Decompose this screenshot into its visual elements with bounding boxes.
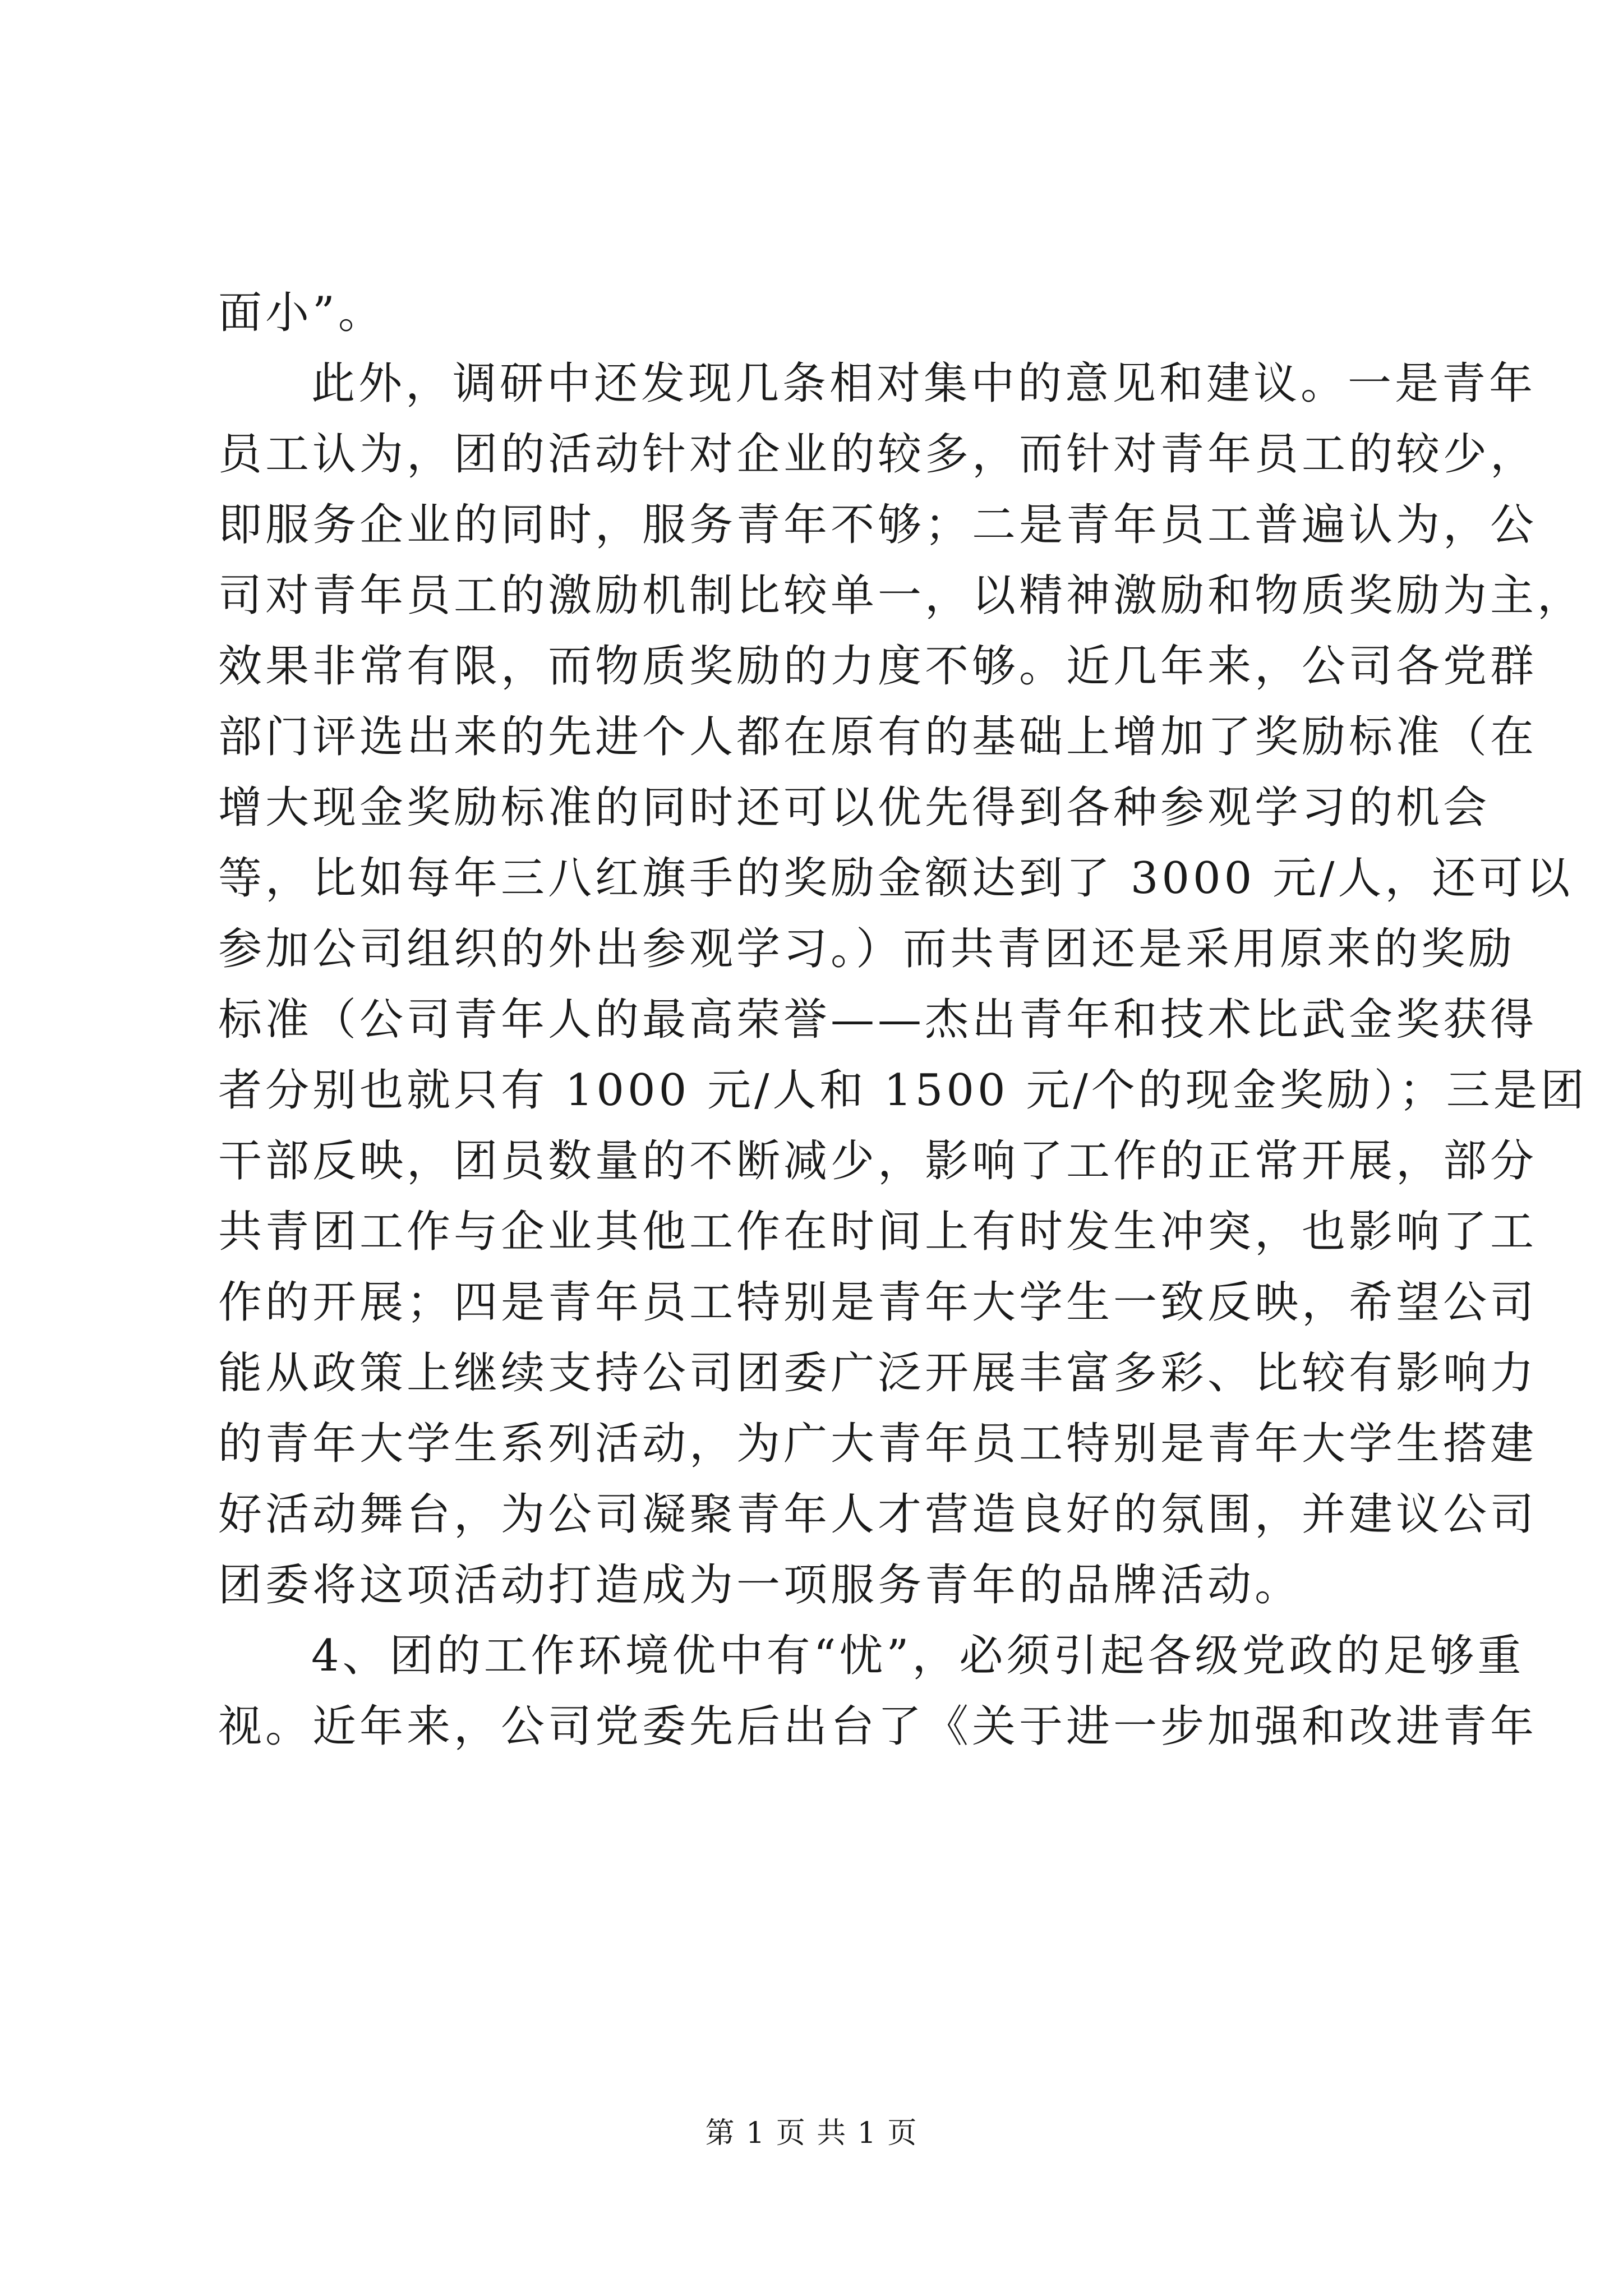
text-line: 干部反映，团员数量的不断减少，影响了工作的正常开展，部分 bbox=[218, 1136, 1538, 1186]
page-footer: 第 1 页 共 1 页 bbox=[705, 2116, 918, 2150]
text-line: 面小”。 bbox=[218, 288, 385, 338]
text-line: 增大现金奖励标准的同时还可以优先得到各种参观学习的机会 bbox=[218, 783, 1491, 833]
text-line: 司对青年员工的激励机制比较单一，以精神激励和物质奖励为主， bbox=[218, 570, 1585, 621]
text-line: 等，比如每年三八红旗手的奖励金额达到了 3000 元/人，还可以 bbox=[218, 853, 1574, 904]
text-line: 员工认为，团的活动针对企业的较多，而针对青年员工的较少， bbox=[218, 429, 1538, 480]
text-line: 参加公司组织的外出参观学习。）而共青团还是采用原来的奖励 bbox=[218, 924, 1516, 974]
text-line: 共青团工作与企业其他工作在时间上有时发生冲突，也影响了工 bbox=[218, 1207, 1538, 1257]
text-line: 作的开展；四是青年员工特别是青年大学生一致反映，希望公司 bbox=[218, 1277, 1538, 1328]
text-line: 团委将这项活动打造成为一项服务青年的品牌活动。 bbox=[218, 1560, 1302, 1611]
text-line: 效果非常有限，而物质奖励的力度不够。近几年来，公司各党群 bbox=[218, 641, 1538, 692]
text-line: 能从政策上继续支持公司团委广泛开展丰富多彩、比较有影响力 bbox=[218, 1348, 1538, 1398]
text-line: 的青年大学生系列活动，为广大青年员工特别是青年大学生搭建 bbox=[218, 1419, 1538, 1469]
text-line: 者分别也就只有 1000 元/人和 1500 元/个的现金奖励）；三是团 bbox=[218, 1065, 1588, 1116]
text-line: 视。近年来，公司党委先后出台了《关于进一步加强和改进青年 bbox=[218, 1701, 1538, 1752]
text-line: 好活动舞台，为公司凝聚青年人才营造良好的氛围，并建议公司 bbox=[218, 1489, 1538, 1540]
text-line: 4、团的工作环境优中有“忧”，必须引起各级党政的足够重 bbox=[311, 1631, 1525, 1681]
body-text bbox=[218, 278, 1588, 1762]
text-line: 此外，调研中还发现几条相对集中的意见和建议。一是青年 bbox=[311, 358, 1537, 409]
text-line: 即服务企业的同时，服务青年不够；二是青年员工普遍认为，公 bbox=[218, 500, 1538, 550]
text-line: 标准（公司青年人的最高荣誉——杰出青年和技术比武金奖获得 bbox=[218, 995, 1538, 1045]
text-line: 部门评选出来的先进个人都在原有的基础上增加了奖励标准（在 bbox=[218, 712, 1538, 762]
